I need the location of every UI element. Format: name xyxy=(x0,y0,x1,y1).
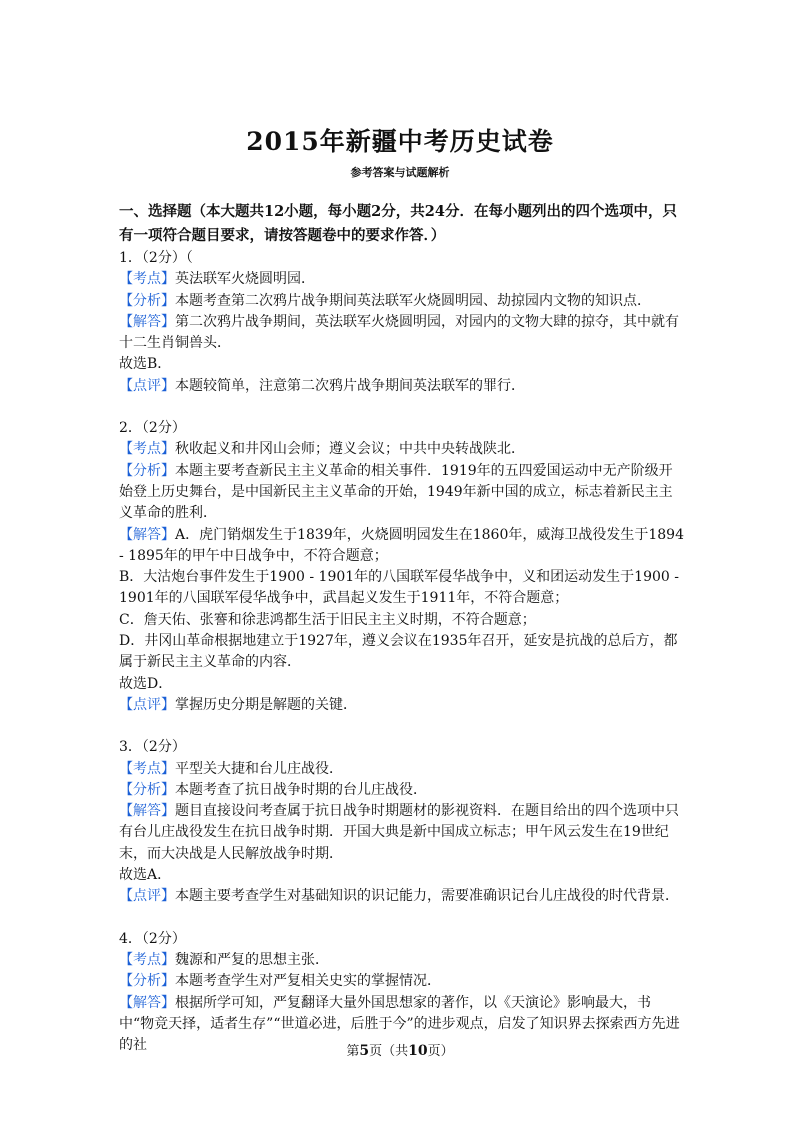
dianping-line xyxy=(119,376,684,397)
page-subtitle: 参考答案与试题解析 xyxy=(350,166,450,179)
dianping-tag: 【点评】 xyxy=(119,888,175,905)
kaodian-line xyxy=(119,759,684,780)
fenxi-line xyxy=(119,461,684,525)
kaodian-line xyxy=(119,439,684,460)
section-heading: 一、选择题（本大题共12小题，每小题2分，共24分．在每小题列出的四个选项中，只有一项符合题目要求，请按答题卷中的要求作答．） xyxy=(119,203,677,244)
spacer xyxy=(119,397,684,418)
kaodian-text: 平型关大捷和台儿庄战役． xyxy=(175,760,343,777)
kaodian-text: 英法联军火烧圆明园． xyxy=(175,271,315,288)
fenxi-line xyxy=(119,780,684,801)
fenxi-tag: 【分析】 xyxy=(119,462,175,479)
kaodian-line xyxy=(119,950,684,971)
kaodian-line xyxy=(119,269,684,290)
dianping-tag: 【点评】 xyxy=(119,377,175,394)
answer-choice: 故选D． xyxy=(119,675,173,692)
fenxi-tag: 【分析】 xyxy=(119,973,175,990)
footer-prefix: 第 xyxy=(346,1044,360,1059)
fenxi-text: 本题考查学生对严复相关史实的掌握情况． xyxy=(175,973,441,990)
kaodian-tag: 【考点】 xyxy=(119,271,175,288)
kaodian-tag: 【考点】 xyxy=(119,441,175,458)
dianping-line xyxy=(119,695,684,716)
kaodian-text: 秋收起义和井冈山会师；遵义会议；中共中央转战陕北． xyxy=(175,441,525,458)
exam-content xyxy=(119,200,684,1056)
question-header: 1．（2分）（ xyxy=(119,250,193,266)
footer-page-number: 5 xyxy=(359,1043,370,1059)
jieda-line xyxy=(119,312,684,355)
spacer xyxy=(119,908,684,929)
fenxi-tag: 【分析】 xyxy=(119,292,175,309)
footer-middle: 页（共 xyxy=(369,1044,409,1059)
answer-choice: 故选A． xyxy=(119,867,172,884)
question-4 xyxy=(119,929,684,1057)
question-header: 3．（2分） xyxy=(119,739,186,756)
jieda-text: 根据所学可知，严复翻译大量外国思想家的著作，以《天演论》影响最大，书中“物竞天择，适者生存”“世道必进，后胜于今”的进步观点，启发了知识界去探索西方先进的社 xyxy=(119,994,680,1054)
jieda-text: A．虎门销烟发生于1839年，火烧圆明园发生在1860年，威海卫战役发生于1894 - 1895年的甲午中日战争中，不符合题意； xyxy=(119,526,684,564)
jieda-tag: 【解答】 xyxy=(119,994,175,1011)
question-3 xyxy=(119,737,684,907)
dianping-line xyxy=(119,886,684,907)
question-header: 4．（2分） xyxy=(119,930,186,947)
question-2 xyxy=(119,418,684,716)
footer-suffix: 页） xyxy=(427,1044,454,1059)
fenxi-tag: 【分析】 xyxy=(119,781,175,798)
jieda-tag: 【解答】 xyxy=(119,313,175,330)
fenxi-text: 本题主要考查新民主主义革命的相关事件．1919年的五四爱国运动中无产阶级开始登上历史舞台，是中国新民主主义革命的开始，1949年新中国的成立，标志着新民主主义革命的胜利． xyxy=(119,462,673,522)
kaodian-tag: 【考点】 xyxy=(119,760,175,777)
spacer xyxy=(119,716,684,737)
jieda-tag: 【解答】 xyxy=(119,803,175,820)
question-1 xyxy=(119,248,684,397)
fenxi-line xyxy=(119,971,684,992)
footer-total-pages: 10 xyxy=(408,1043,428,1059)
kaodian-tag: 【考点】 xyxy=(119,951,175,968)
jieda-line xyxy=(119,801,684,865)
dianping-text: 掌握历史分期是解题的关键． xyxy=(175,696,357,713)
fenxi-text: 本题考查第二次鸦片战争期间英法联军火烧圆明园、劫掠园内文物的知识点． xyxy=(175,292,651,309)
jieda-text: 第二次鸦片战争期间，英法联军火烧圆明园，对园内的文物大肆的掠夺，其中就有十二生肖铜兽头． xyxy=(119,313,679,352)
jieda-option-c: C．詹天佑、张謇和徐悲鸿都生活于旧民主主义时期，不符合题意； xyxy=(119,611,536,628)
jieda-tag: 【解答】 xyxy=(119,526,175,543)
answer-choice: 故选B． xyxy=(119,356,172,373)
fenxi-line xyxy=(119,291,684,312)
page-footer xyxy=(0,1040,800,1059)
page-title: 2015年新疆中考历史试卷 xyxy=(246,127,554,156)
jieda-option-d: D．井冈山革命根据地建立于1927年，遵义会议在1935年召开，延安是抗战的总后方，都属于新民主主义革命的内容． xyxy=(119,633,678,671)
jieda-option-b: B．大沽炮台事件发生于1900 - 1901年的八国联军侵华战争中，义和团运动发生于1900 - 1901年的八国联军侵华战争中，武昌起义发生于1911年，不符合题意； xyxy=(119,569,679,607)
dianping-text: 本题主要考查学生对基础知识的识记能力，需要准确识记台儿庄战役的时代背景． xyxy=(175,888,679,905)
fenxi-text: 本题考查了抗日战争时期的台儿庄战役． xyxy=(175,781,427,798)
jieda-text: 题目直接设问考查属于抗日战争时期题材的影视资料．在题目给出的四个选项中只有台儿庄战役发生在抗日战争时期．开国大典是新中国成立标志；甲午风云发生在19世纪末，而大决战是人民解放战争时期． xyxy=(119,803,679,862)
dianping-tag: 【点评】 xyxy=(119,696,175,713)
dianping-text: 本题较简单，注意第二次鸦片战争期间英法联军的罪行． xyxy=(175,377,525,394)
kaodian-text: 魏源和严复的思想主张． xyxy=(175,951,329,968)
question-header: 2．（2分） xyxy=(119,420,186,437)
jieda-line xyxy=(119,525,684,568)
